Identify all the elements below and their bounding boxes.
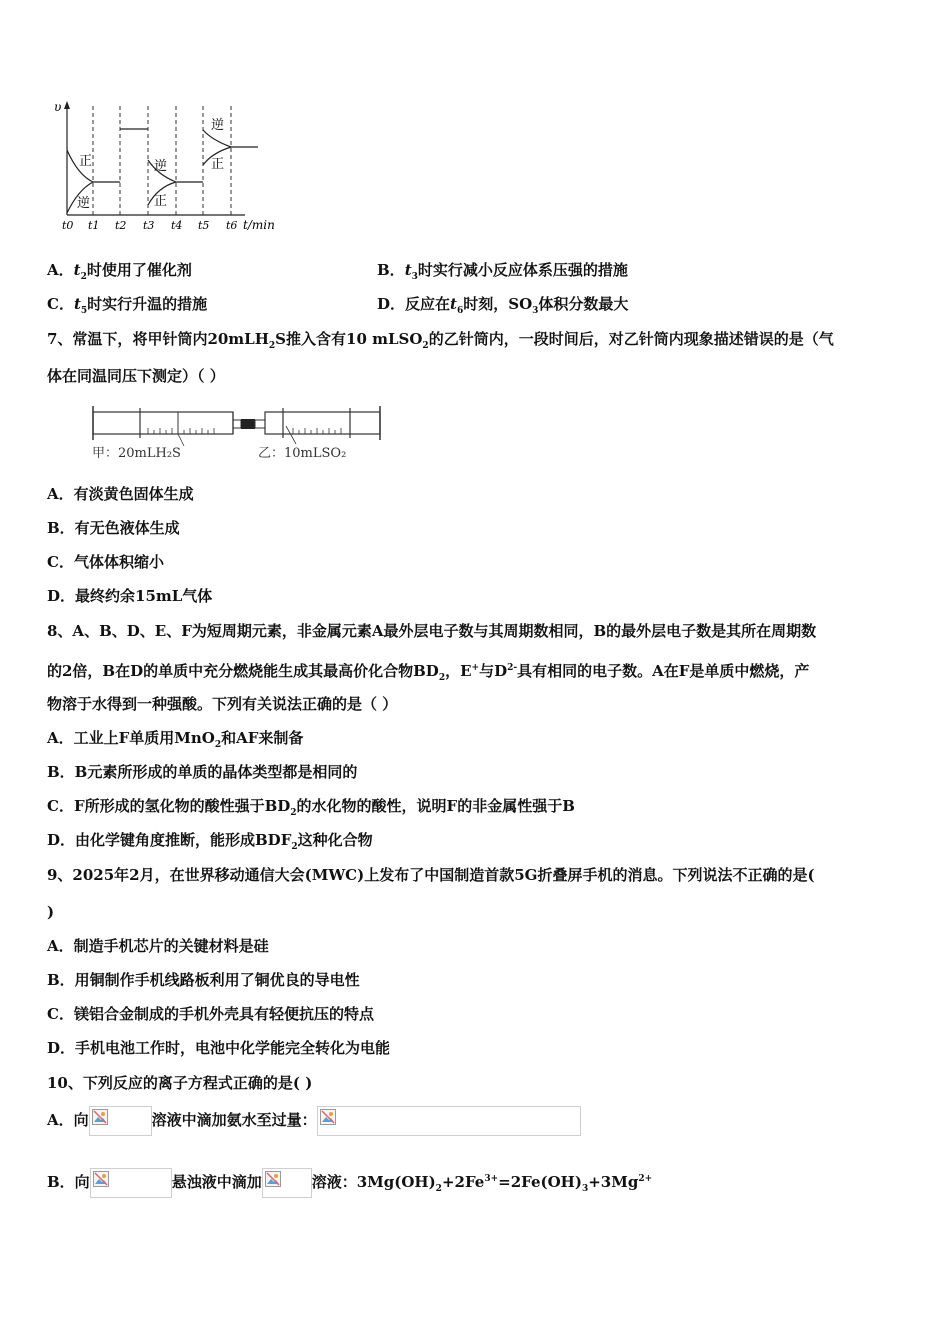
q8-stem-line3: 物溶于水得到一种强酸。下列有关说法正确的是（ ） bbox=[47, 695, 398, 713]
q8-stem-line2: 的2倍，B在D的单质中充分燃烧能生成其最高价化合物$BD_2$，E+与$D^{2-}$具有相同的电子数。A在F是单质中燃烧，产 bbox=[47, 662, 810, 683]
q9-option-a: A．制造手机芯片的关键材料是硅 bbox=[47, 937, 269, 955]
q7-option-c: C．气体体积缩小 bbox=[47, 553, 164, 571]
q8-option-a: A．工业上F单质用MnO$_2$和AF来制备 bbox=[47, 729, 304, 750]
q8-stem-line1: 8、A、B、D、E、F为短周期元素，非金属元素A最外层电子数与其周期数相同，B的最外层电子数是其所在周期数 bbox=[47, 622, 817, 640]
tick-t6: t6 bbox=[226, 219, 238, 232]
syringe-figure bbox=[88, 404, 388, 464]
tick-t4: t4 bbox=[171, 219, 183, 232]
q10-option-a: A．向 溶液中滴加氨水至过量： bbox=[47, 1105, 581, 1136]
broken-image-icon bbox=[262, 1168, 312, 1198]
q10-stem: 10、下列反应的离子方程式正确的是( ) bbox=[47, 1074, 313, 1092]
q8-option-b: B．B元素所形成的单质的晶体类型都是相同的 bbox=[47, 763, 358, 781]
rate-time-graph bbox=[40, 95, 290, 240]
tick-t0: t0 bbox=[62, 219, 74, 232]
tick-t1: t1 bbox=[88, 219, 100, 232]
q10-option-b: B．向 悬浊液中滴加 溶液：$3Mg(OH)_2+2Fe^{3+}=2Fe(OH)_3+3Mg^{2+}$ bbox=[47, 1164, 652, 1204]
syringe-left-label: 甲：20mLH₂S bbox=[92, 446, 181, 461]
rate-time-figure bbox=[40, 95, 290, 240]
q8-option-d: D．由化学键角度推断，能形成$BDF_2$这种化合物 bbox=[47, 831, 373, 852]
broken-image-icon bbox=[89, 1106, 152, 1136]
label-zheng-1: 正 bbox=[79, 154, 93, 169]
q6-option-b: B．$t_3$时实行减小反应体系压强的措施 bbox=[377, 261, 628, 282]
broken-image-icon bbox=[317, 1106, 581, 1136]
q8-option-c: C．F所形成的氢化物的酸性强于$BD_2$的水化物的酸性，说明F的非金属性强于B bbox=[47, 797, 575, 818]
label-ni-2: 逆 bbox=[154, 159, 168, 174]
tick-t2: t2 bbox=[115, 219, 127, 232]
q7-option-d: D．最终约余15mL气体 bbox=[47, 587, 213, 605]
q6-option-d: D．反应在$t_6$时刻，$SO_3$体积分数最大 bbox=[377, 295, 629, 316]
q9-option-b: B．用铜制作手机线路板利用了铜优良的导电性 bbox=[47, 971, 360, 989]
q7-stem-line2: 体在同温同压下测定）（ ） bbox=[47, 367, 225, 385]
q7-option-b: B．有无色液体生成 bbox=[47, 519, 180, 537]
label-zheng-3: 正 bbox=[211, 157, 225, 172]
q9-stem-line2: ) bbox=[47, 903, 55, 921]
q6-option-a: A．$t_2$时使用了催化剂 bbox=[47, 261, 192, 282]
axis-t-label: t/min bbox=[243, 218, 275, 232]
q7-stem-line1: 7、常温下，将甲针筒内20mLH$_2$S推入含有10 mLSO$_2$的乙针筒内，一段时间后，对乙针筒内现象描述错误的是（气 bbox=[47, 330, 834, 351]
syringe-drawing bbox=[88, 404, 388, 464]
axis-v-label: υ bbox=[54, 100, 62, 114]
tick-t5: t5 bbox=[198, 219, 210, 232]
label-ni-1: 逆 bbox=[77, 196, 91, 211]
label-ni-3: 逆 bbox=[211, 118, 225, 133]
q7-option-a: A．有淡黄色固体生成 bbox=[47, 485, 194, 503]
q9-stem-line1: 9、2025年2月，在世界移动通信大会(MWC)上发布了中国制造首款5G折叠屏手机的消息。下列说法不正确的是( bbox=[47, 866, 815, 884]
q9-option-d: D．手机电池工作时，电池中化学能完全转化为电能 bbox=[47, 1039, 391, 1057]
syringe-right-label: 乙：10mLSO₂ bbox=[258, 446, 347, 461]
label-zheng-2: 正 bbox=[154, 194, 168, 209]
tick-t3: t3 bbox=[143, 219, 155, 232]
broken-image-icon bbox=[90, 1168, 172, 1198]
q9-option-c: C．镁铝合金制成的手机外壳具有轻便抗压的特点 bbox=[47, 1005, 374, 1023]
q6-option-c: C．$t_5$时实行升温的措施 bbox=[47, 295, 208, 316]
